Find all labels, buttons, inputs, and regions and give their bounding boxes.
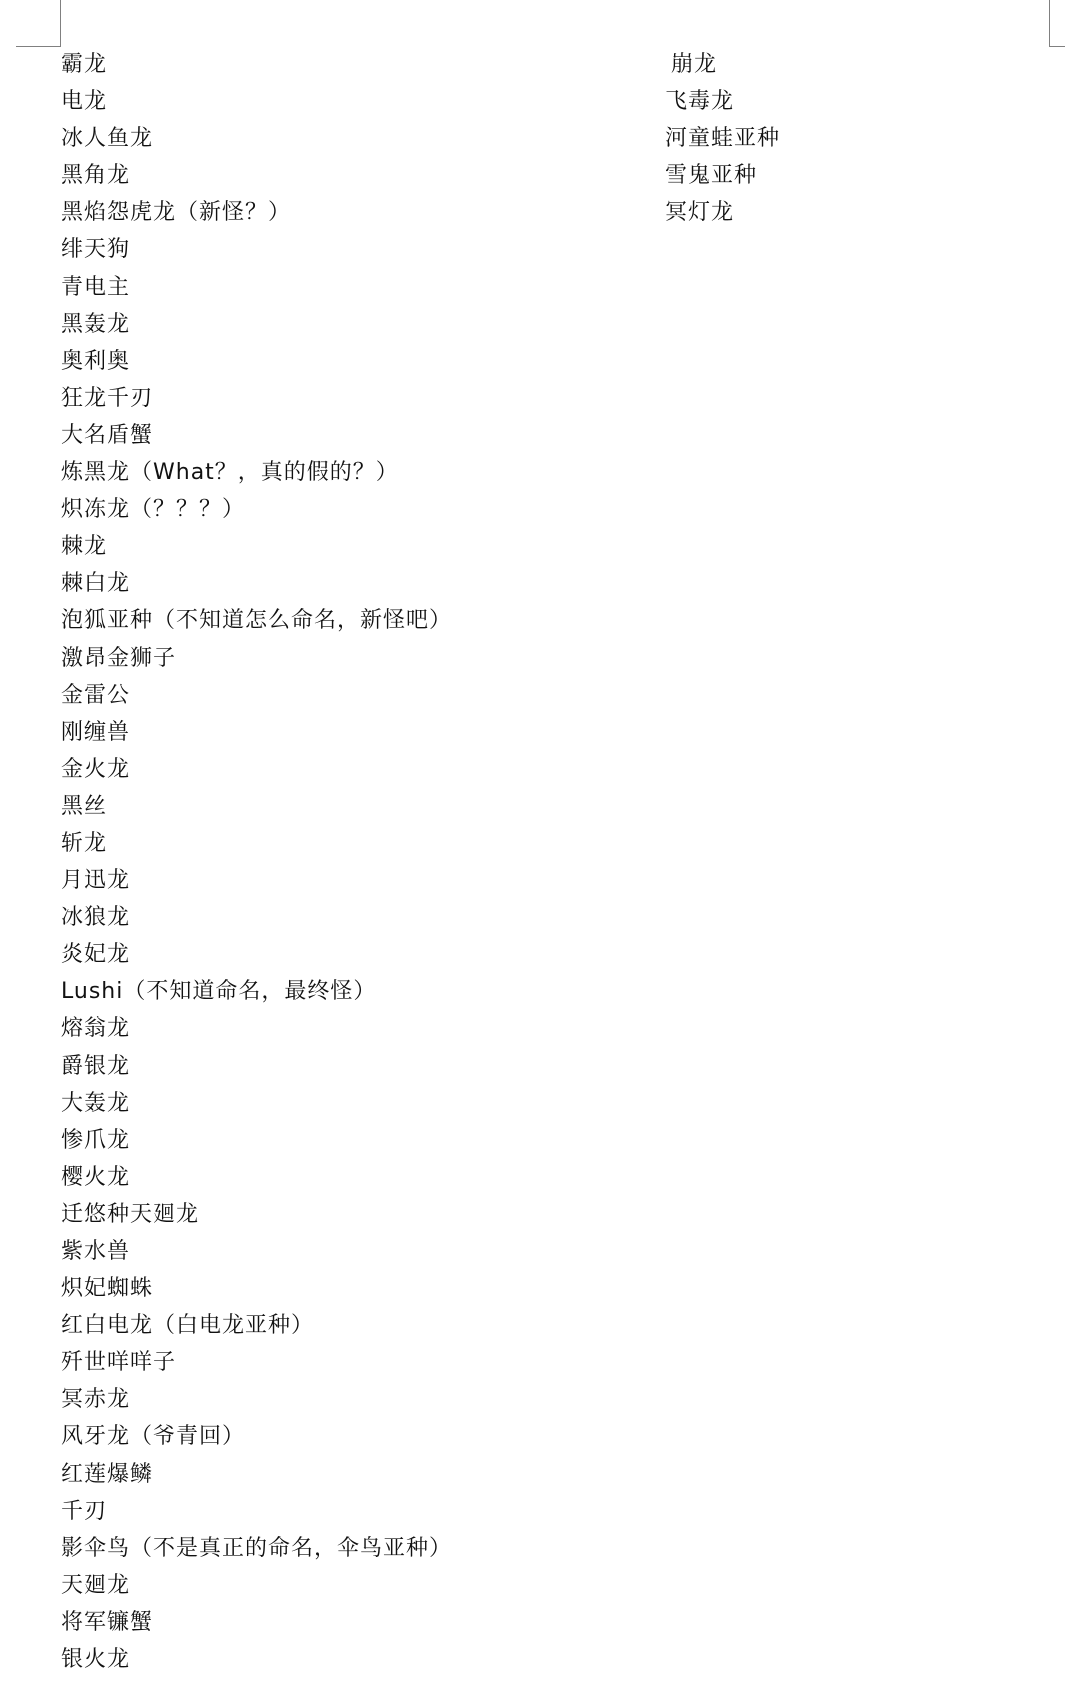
list-item: 月迅龙 (61, 868, 131, 894)
list-item: 奥利奥 (61, 348, 131, 374)
list-item: 绯天狗 (61, 237, 131, 263)
list-item: 爵银龙 (61, 1053, 131, 1079)
list-item: 飞毒龙 (665, 89, 735, 115)
right-column-list (665, 46, 1045, 231)
list-item: 冰狼龙 (61, 905, 131, 931)
list-item: 将军镰蟹 (61, 1609, 154, 1635)
list-item: 紫水兽 (61, 1239, 131, 1264)
list-item: 熔翁龙 (61, 1016, 131, 1042)
margin-crop-mark (60, 0, 61, 47)
list-item: 迁悠种天廻龙 (61, 1201, 200, 1227)
list-item: 青电主 (61, 274, 131, 300)
list-item: 红白电龙（白电龙亚种） (61, 1313, 315, 1339)
list-item: 大名盾蟹 (61, 422, 154, 448)
list-item: 黑角龙 (61, 163, 131, 189)
list-item: 炽冻龙（？？？） (61, 497, 246, 523)
list-item: 黑丝 (61, 793, 108, 819)
margin-crop-mark (16, 46, 61, 47)
list-item: 炽妃蜘蛛 (61, 1276, 154, 1302)
list-item: 斩龙 (61, 830, 108, 856)
list-item: 炼黑龙（What？，真的假的？） (61, 460, 399, 486)
list-item: 狂龙千刃 (61, 385, 154, 411)
list-item: 风牙龙（爷青回） (61, 1424, 246, 1450)
list-item: 银火龙 (61, 1647, 131, 1673)
list-item: 金雷公 (61, 682, 131, 708)
list-item: 棘龙 (61, 534, 108, 560)
left-column-list (61, 46, 601, 1678)
list-item: 河童蛙亚种 (665, 126, 781, 152)
list-item: 霸龙 (61, 52, 108, 77)
list-item: 电龙 (61, 89, 108, 115)
list-item: 激昂金狮子 (61, 645, 177, 671)
margin-crop-mark (1049, 46, 1065, 47)
list-item: 雪鬼亚种 (665, 163, 758, 189)
list-item: 冥赤龙 (61, 1387, 131, 1413)
list-item: 炎妃龙 (61, 942, 131, 968)
list-item: Lushi（不知道命名，最终怪） (61, 979, 377, 1005)
list-item: 天廻龙 (61, 1572, 131, 1598)
list-item: 大轰龙 (61, 1090, 131, 1116)
list-item: 歼世咩咩子 (61, 1350, 177, 1376)
list-item: 金火龙 (61, 756, 131, 782)
list-item: 崩龙 (671, 52, 718, 77)
list-item: 泡狐亚种（不知道怎么命名，新怪吧） (61, 608, 453, 634)
list-item: 冰人鱼龙 (61, 126, 154, 152)
list-item: 黑焰怨虎龙（新怪？） (61, 200, 292, 226)
margin-crop-mark (1049, 0, 1050, 47)
list-item: 千刃 (61, 1498, 108, 1524)
list-item: 冥灯龙 (665, 200, 735, 226)
list-item: 影伞鸟（不是真正的命名，伞鸟亚种） (61, 1535, 453, 1561)
list-item: 刚缠兽 (61, 719, 131, 745)
list-item: 樱火龙 (61, 1164, 131, 1190)
list-item: 惨爪龙 (61, 1127, 131, 1153)
list-item: 红莲爆鳞 (61, 1461, 154, 1487)
list-item: 黑轰龙 (61, 311, 131, 337)
list-item: 棘白龙 (61, 571, 131, 597)
